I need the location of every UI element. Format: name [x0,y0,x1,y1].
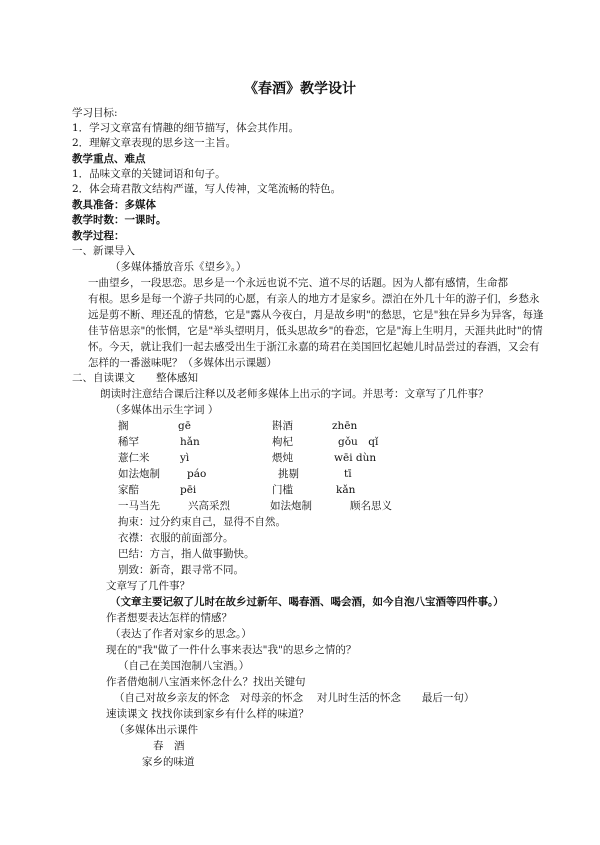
vocab-pinyin: pēi [180,484,197,496]
vocab-pinyin: yì [180,452,190,464]
document-title: 《春酒》教学设计 [244,81,356,97]
vocab-pinyin: tī [344,468,352,480]
board-title: 春 酒 [153,740,185,752]
idiom: 一马当先 [118,500,160,512]
question: 作者借炮制八宝酒来怀念什么？找出关键句 [106,676,306,688]
teaching-hours: 教学时数：一课时。 [72,214,167,226]
key-point-item: 1．品味文章的关键词语和句子。 [72,168,226,180]
intro-paragraph-line: 怎样的一番滋味呢？（多媒体出示课题） [88,357,277,369]
courseware-note: （多媒体出示课件 [114,724,198,736]
answer: （文章主要记叙了儿时在故乡过新年、喝春酒、喝会酒，如今自泡八宝酒等四件事。） [110,596,504,608]
intro-paragraph-line: 有根。思乡是每一个游子共同的心愿，有亲人的地方才是家乡。漂泊在外几十年的游子们，乡愁永 [88,293,540,305]
idiom: 兴高采烈 [188,500,230,512]
vocab-word: 如法炮制 [118,468,160,480]
intro-paragraph-line: 佳节倍思亲"的怅惘，它是"举头望明月，低头思故乡"的眷恋，它是"海上生明月，天涯共此时"的情 [88,325,543,337]
reading-instruction: 朗读时注意结合课后注释以及老师多媒体上出示的字词。并思考：文章写了几件事？ [100,388,489,400]
key-point-item: 2．体会琦君散文结构严谨，写人传神，文笔流畅的特色。 [72,183,342,195]
vocab-word: 斟酒 [272,420,293,432]
vocab-word: 枸杞 [272,436,293,448]
answer: （自己对故乡亲友的怀念 对母亲的怀念 对儿时生活的怀念 最后一句） [114,692,475,704]
vocab-pinyin: kǎn [336,484,356,496]
idiom: 如法炮制 [270,500,312,512]
vocab-word: 挑剔 [278,468,299,480]
vocab-pinyin: gē [178,420,191,432]
vocab-pinyin: zhēn [332,420,358,432]
question: 现在的"我"做了一件什么事来表达"我"的思乡之情的？ [106,644,357,656]
answer: （表达了作者对家乡的思念。） [110,628,252,640]
question: 文章写了几件事？ [106,580,190,592]
definition: 巴结：方言，指人做事勤快。 [118,548,255,560]
vocab-pinyin: hǎn [180,436,200,448]
goals-heading: 学习目标: [72,107,118,119]
answer: （自己在美国泡制八宝酒。） [118,660,250,672]
vocab-pinyin: páo [187,468,207,480]
vocab-word: 薏仁米 [118,452,150,464]
vocab-pinyin: gǒu qǐ [338,436,379,448]
board-subtitle: 家乡的味道 [142,756,195,768]
question: 速读课文 找找你读到家乡有什么样的味道？ [106,708,309,720]
vocab-word: 搁 [118,420,129,432]
key-points-heading: 教学重点、难点 [72,153,146,165]
process-heading: 教学过程： [72,230,125,242]
vocab-word: 家醅 [118,484,139,496]
music-note: （多媒体播放音乐《望乡》。） [110,261,247,273]
question: 作者想要表达怎样的情感？ [106,612,232,624]
teaching-tools: 教具准备：多媒体 [72,199,156,211]
definition: 衣襟：衣服的前面部分。 [118,532,234,544]
show-words-note: （多媒体出示生字词 ） [110,404,219,416]
intro-paragraph-line: 怀。今天，就让我们一起去感受出生于浙江永嘉的琦君在美国回忆起她儿时品尝过的春酒，又会有 [88,341,540,353]
section-heading: 一、新课导入 [72,245,135,257]
goal-item: 2．理解文章表现的思乡这一主旨。 [72,137,237,149]
intro-paragraph-line: 远是剪不断、理还乱的情愁，它是"露从今夜白，月是故乡明"的愁思，它是"独在异乡为异客，每逢 [88,309,544,321]
goal-item: 1．学习文章富有情趣的细节描写，体会其作用。 [72,122,300,134]
vocab-pinyin: wēi dùn [334,452,377,464]
section-heading: 二、自读课文 整体感知 [72,372,198,384]
vocab-word: 煨炖 [272,452,293,464]
intro-paragraph-line: 一曲望乡，一段思恋。思乡是一个永远也说不完、道不尽的话题。因为人都有感情，生命都 [88,277,508,289]
definition: 别致：新奇，跟寻常不同。 [118,564,244,576]
idiom: 顾名思义 [350,500,392,512]
vocab-word: 稀罕 [118,436,139,448]
definition: 拘束：过分约束自己，显得不自然。 [118,516,286,528]
vocab-word: 门槛 [272,484,293,496]
